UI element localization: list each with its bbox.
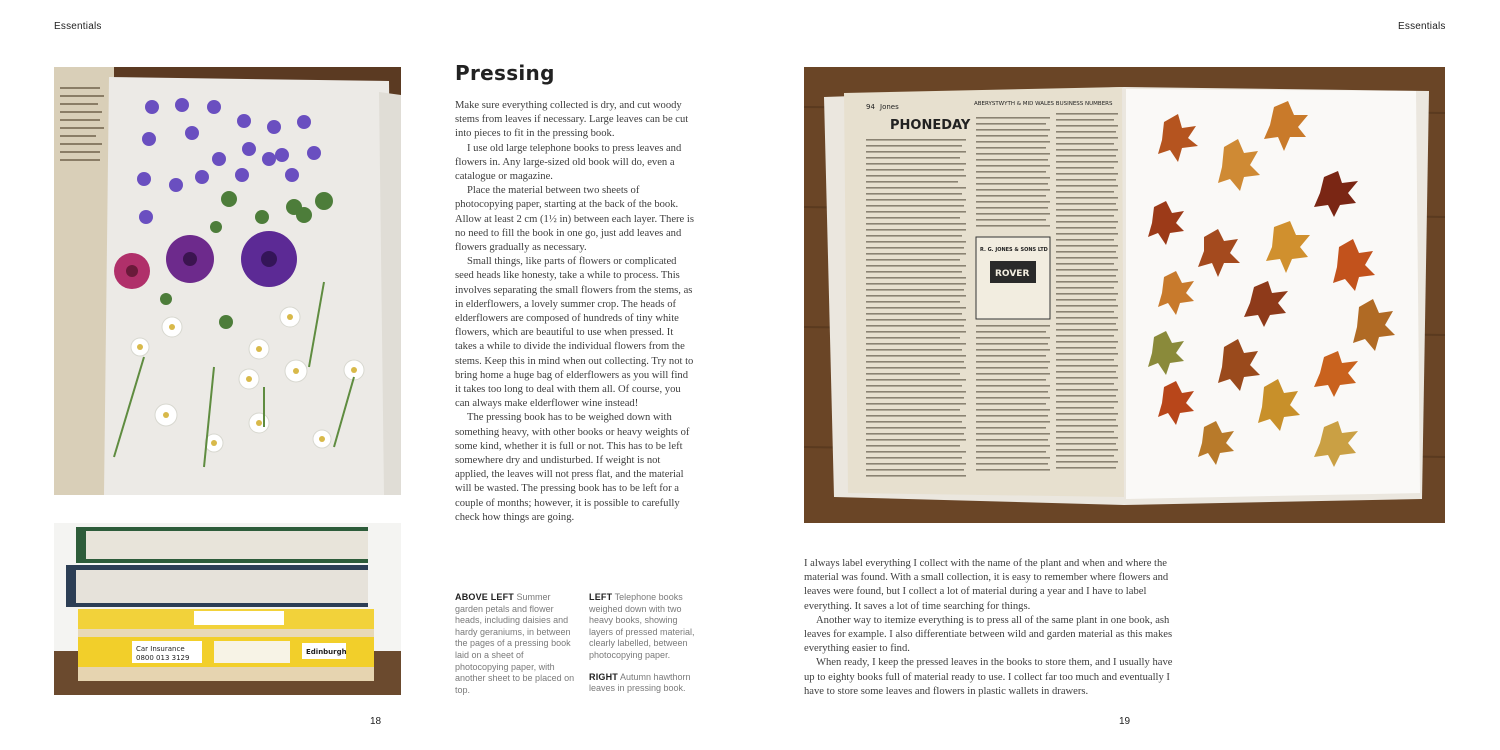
advert-company: R. G. JONES & SONS LTD [980,247,1048,253]
directory-page-name: Jones [880,103,899,111]
article-body [455,99,695,525]
caption-label: ABOVE LEFT [455,592,515,602]
running-head-right: Essentials [1398,21,1446,32]
paragraph: The pressing book has to be weighed down with something heavy, with other books or heavy weights of some kind, whether it is full or not. This has to be left somewhere dry and undisturbed. If weight is not applied, the leaves will not press flat, and the material will be wasted. The pressing book has to be left for a couple of months; however, it is possible to carefully check how things are going. [455,412,690,523]
directory-page-number: 94 [866,103,875,111]
caption-left-and-right [589,592,699,705]
pressed-flowers-photo [54,67,401,495]
paragraph: Place the material between two sheets of photocopying paper, starting at the back of the book. Allow at least 2 cm (1½ in) between each layer. There is no need to fill the book in one go, just add leaves and flowers gradually as necessary. [455,185,694,254]
caption-text: Telephone books weighed down with two heavy books, showing layers of pressed material, clearly labelled, between photocopying paper. [589,592,695,660]
paragraph: When ready, I keep the pressed leaves in the books to store them, and I usually have up to eighty books full of material ready to use. I collect far too much and eventually I have to store some leaves and flowers in plastic wallets in drawers. [804,657,1173,697]
paragraph: Another way to itemize everything is to press all of the same plant in one book, ash leaves for example. I also differentiate between wild and garden material as this makes everything easier to find. [804,614,1173,655]
hawthorn-leaves-photo [804,67,1445,523]
spine-label-city: Edinburgh [306,648,347,656]
stacked-books-photo [54,523,401,695]
advert-brand: ROVER [995,269,1030,279]
spine-label-phone: 0800 013 3129 [136,654,190,662]
caption-label: LEFT [589,592,613,602]
page-number-left: 18 [370,716,382,727]
article-title: Pressing [455,61,555,85]
directory-title: PHONEDAY [890,118,971,133]
directory-header: ABERYSTWYTH & MID WALES BUSINESS NUMBERS [974,101,1113,107]
article-body-continued [804,557,1180,699]
caption-above-left [455,592,575,706]
caption-text: Summer garden petals and flower heads, including daisies and hardy geraniums, in between the pages of a pressing book laid on a sheet of photocopying paper, with another sheet to be placed on top. [455,592,575,695]
caption-label: RIGHT [589,671,618,682]
running-head-left: Essentials [54,21,102,32]
paragraph: I always label everything I collect with the name of the plant and when and where the material was found. With a small collection, it is easy to remember where flowers and leaves were found, but I collect a lot of material during a year and I have to label everything. It saves a lot of time searching for things. [804,558,1169,612]
paragraph: Make sure everything collected is dry, and cut woody stems from leaves if necessary. Large leaves can be cut into pieces to fit in the pressing book. [455,100,689,140]
spine-label-insurance: Car Insurance [136,645,185,653]
paragraph: I use old large telephone books to press leaves and flowers in. Any large-sized old book will do, even a catalogue or magazine. [455,142,682,183]
paragraph: Small things, like parts of flowers or complicated seed heads like honesty, take a while to process. This involves separating the small flowers from the stems, as in elderflowers, a lovely summer crop. The heads of elderflowers are composed of hundreds of tiny white flowers, which are beautiful to use when pressed. It takes a while to divide the individual flowers from the stems. Keep this in mind when out collecting. Try not to bring home a huge bag of elderflowers as you will find it takes too long to deal with them all. Of course, you can always make elderflower wine instead! [455,256,694,410]
caption-text: Autumn hawthorn leaves in pressing book. [589,671,691,694]
page-number-right: 19 [1119,716,1131,727]
